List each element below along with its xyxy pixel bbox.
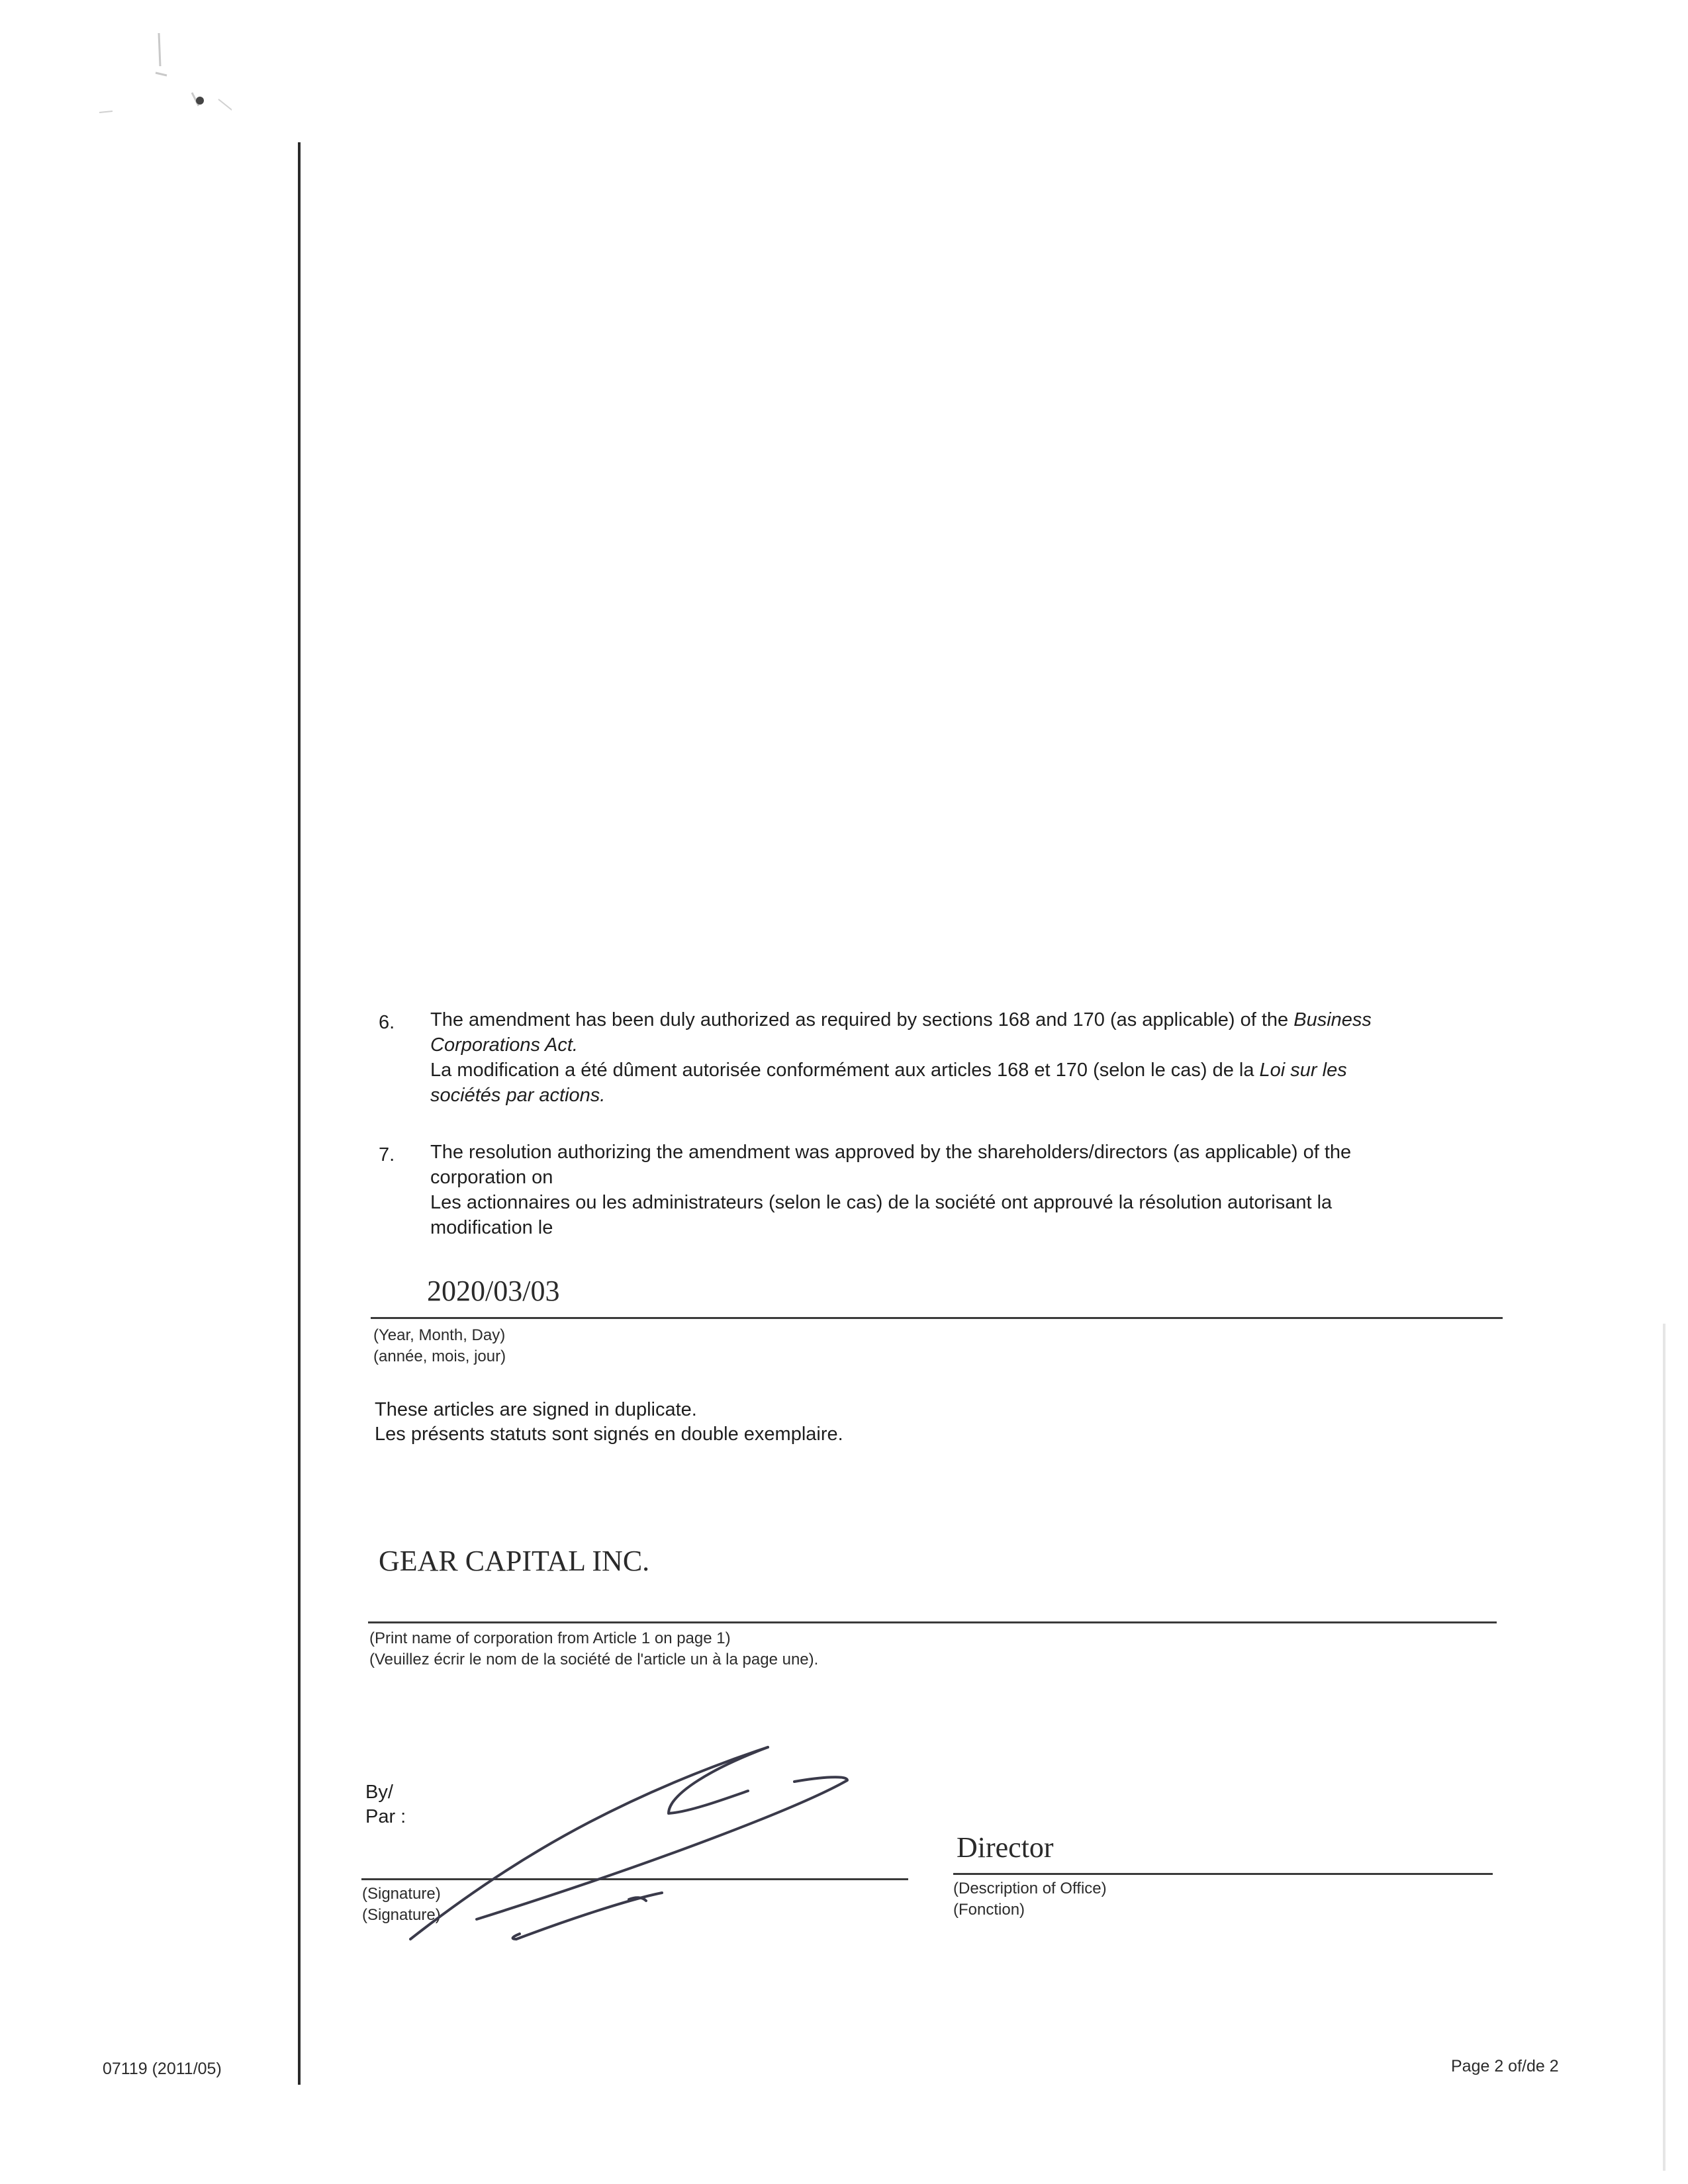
item-7-text — [430, 1140, 1463, 1240]
by-label: By/ — [365, 1782, 393, 1803]
item-6-fr-italic-2: sociétés par actions. — [430, 1085, 606, 1106]
scan-artifact-marks — [60, 26, 232, 119]
item-7-fr-line-1: Les actionnaires ou les administrateurs (selon le cas) de la société ont approuvé la résolution autorisant la — [430, 1192, 1333, 1213]
office-underline — [953, 1873, 1493, 1875]
date-caption-en: (Year, Month, Day) — [373, 1326, 506, 1344]
item-6-en-italic-2: Corporations Act. — [430, 1034, 578, 1056]
item-7-fr-line-2: modification le — [430, 1217, 553, 1238]
office-caption-fr: (Fonction) — [953, 1901, 1025, 1919]
corporation-underline — [368, 1621, 1497, 1623]
item-6-fr-line-1: La modification a été dûment autorisée conformément aux articles 168 et 170 (selon le cas) de la — [430, 1060, 1260, 1081]
item-6-en-line-1: The amendment has been duly authorized as required by sections 168 and 170 (as applicable) of the — [430, 1009, 1294, 1030]
left-margin-rule — [298, 142, 301, 2085]
date-underline — [371, 1317, 1503, 1319]
par-label: Par : — [365, 1806, 406, 1827]
scan-edge-shadow — [1663, 1324, 1665, 2171]
date-caption-fr: (année, mois, jour) — [373, 1347, 506, 1365]
item-6-text — [430, 1007, 1463, 1108]
signature-caption-2: (Signature) — [362, 1906, 441, 1924]
office-value: Director — [957, 1831, 1054, 1864]
item-7-en-line-1: The resolution authorizing the amendment was approved by the shareholders/directors (as applicable) of the — [430, 1142, 1352, 1163]
item-7-en-line-2: corporation on — [430, 1167, 553, 1188]
handwritten-signature — [371, 1741, 874, 1966]
office-caption-en: (Description of Office) — [953, 1880, 1107, 1897]
item-6-fr-italic-1: Loi sur les — [1259, 1060, 1347, 1081]
corporation-caption-fr: (Veuillez écrir le nom de la société de l'article un à la page une). — [369, 1651, 819, 1668]
page-number: Page 2 of/de 2 — [1451, 2057, 1559, 2075]
item-6-en-italic-1: Business — [1293, 1009, 1372, 1030]
duplicate-note-en: These articles are signed in duplicate. — [375, 1399, 697, 1420]
corporation-name-value: GEAR CAPITAL INC. — [379, 1545, 650, 1577]
resolution-date-value: 2020/03/03 — [427, 1275, 560, 1307]
form-number: 07119 (2011/05) — [103, 2060, 222, 2078]
item-7-number: 7. — [379, 1144, 395, 1165]
signature-caption-1: (Signature) — [362, 1885, 441, 1903]
corporation-caption-en: (Print name of corporation from Article 1 on page 1) — [369, 1629, 731, 1647]
duplicate-note-fr: Les présents statuts sont signés en double exemplaire. — [375, 1424, 843, 1445]
item-6-number: 6. — [379, 1012, 395, 1033]
